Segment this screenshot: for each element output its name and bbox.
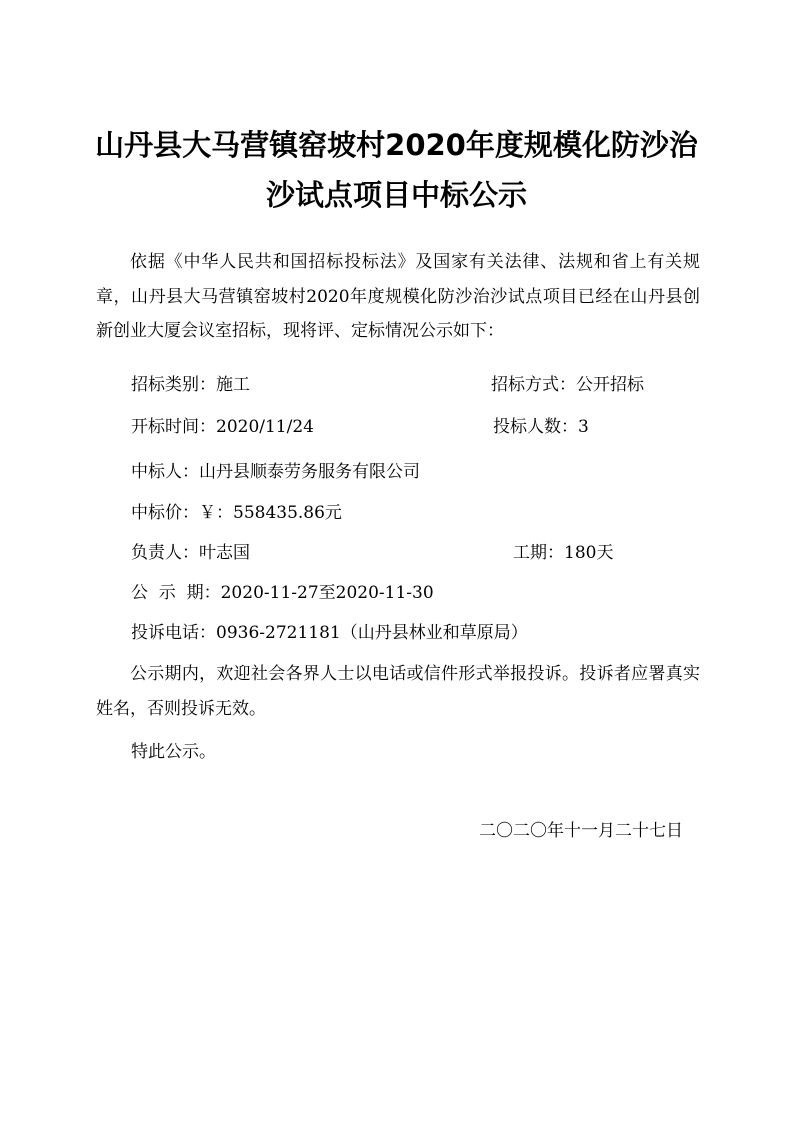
intro-paragraph: 依据《中华人民共和国招标投标法》及国家有关法律、法规和省上有关规章，山丹县大马营镇窑坡村2020年度规模化防沙治沙试点项目已经在山丹县创新创业大厦会议室招标，现将评、定标情况公示如下：: [96, 252, 700, 341]
field-open-time: 开标时间：2020/11/24: [131, 417, 314, 437]
closing-text: 特此公示。: [131, 742, 216, 762]
document-date: 二〇二〇年十一月二十七日: [479, 821, 683, 841]
field-notice-period: 公 示 期：2020-11-27至2020-11-30: [131, 583, 434, 603]
field-bidder-count: 投标人数：3: [493, 417, 589, 437]
field-complaint-phone: 投诉电话：0936-2721181（山丹县林业和草原局）: [131, 623, 528, 643]
document-title-line-2: 沙试点项目中标公示: [265, 178, 527, 212]
field-duration: 工期：180天: [513, 543, 614, 563]
field-bid-method: 招标方式：公开招标: [491, 375, 644, 395]
field-winning-price: 中标价：￥：558435.86元: [131, 503, 342, 523]
field-winning-bidder: 中标人：山丹县顺泰劳务服务有限公司: [131, 462, 420, 482]
field-manager: 负责人：叶志国: [131, 543, 250, 563]
document-title-line-1: 山丹县大马营镇窑坡村2020年度规模化防沙治: [95, 128, 698, 162]
notice-paragraph: 公示期内，欢迎社会各界人士以电话或信件形式举报投诉。投诉者应署真实姓名，否则投诉无效。: [96, 664, 700, 719]
field-bid-category: 招标类别：施工: [131, 375, 250, 395]
